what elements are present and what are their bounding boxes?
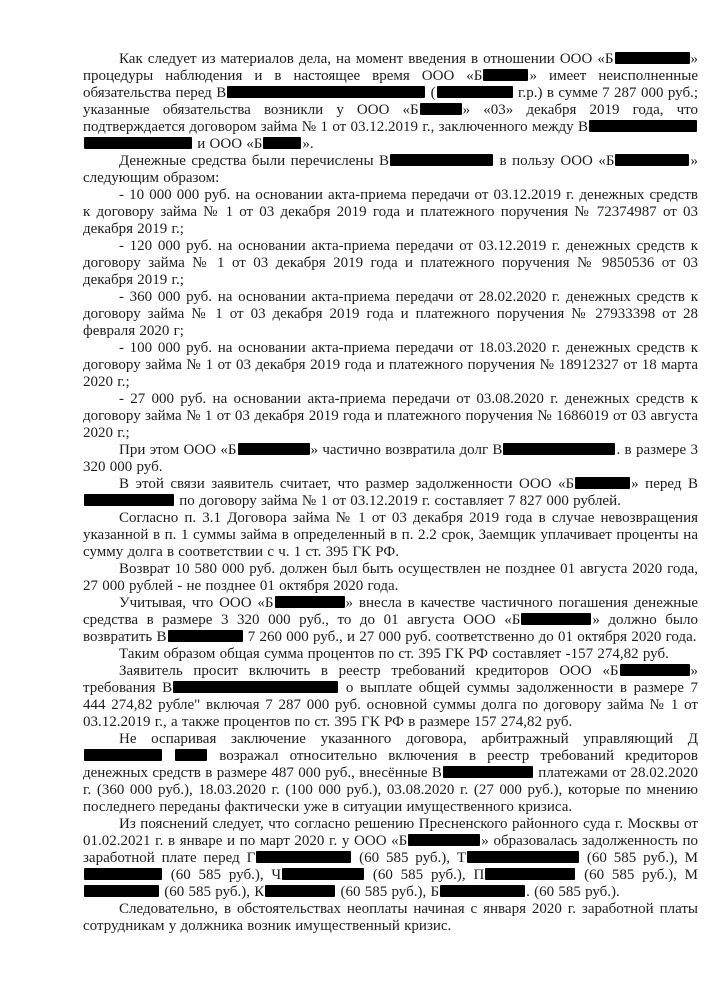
redaction-bar <box>390 154 493 166</box>
paragraph-11: Возврат 10 580 000 руб. должен был быть осуществлен не позднее 01 августа 2020 года, 27 000 рублей - не позднее 01 октября 2020 года. <box>83 561 698 594</box>
redaction-bar <box>175 749 207 761</box>
paragraph-16: Из пояснений следует, что согласно решению Пресненского районного суда г. Москвы от 01.02.2021 г. в январе и по март 2020 г. у ООО «Б » образовалась задолженность по заработной плате перед Г (60 585 руб.), Т (60 585 руб.), М (60 585 руб.), Ч (60 585 руб.), П (60 585 руб.), М (60 585 руб.), К (60 585 руб.), Б . (60 585 руб.). <box>83 816 699 900</box>
redaction-bar <box>420 103 462 115</box>
paragraph-14: Заявитель просит включить в реестр требований кредиторов ООО «Б » требования В о выплате общей суммы задолженности в размере 7 444 274,82 рубле" включая 7 287 000 руб. основной суммы долга по договору займа № 1 от 03.12.2019 г., а также процентов по ст. 395 ГК РФ в размере 157 274,82 руб. <box>83 663 698 730</box>
redaction-bar <box>485 868 575 880</box>
redaction-bar <box>238 443 310 455</box>
redaction-bar <box>575 477 630 489</box>
paragraph-9: В этой связи заявитель считает, что размер задолженности ООО «Б » перед В по договору займа № 1 от 03.12.2019 г. составляет 7 827 000 рублей. <box>83 476 698 510</box>
paragraph-10: Согласно п. 3.1 Договора займа № 1 от 03 декабря 2019 года в случае невозвращения указанной в п. 1 суммы займа в определенный в п. 2.2 срок, Заемщик уплачивает проценты на сумму долга в соответствии с ч. 1 ст. 395 ГК РФ. <box>83 510 698 560</box>
redaction-bar <box>282 868 364 880</box>
redaction-bar <box>263 137 301 149</box>
paragraph-4: - 120 000 руб. на основании акта-приема передачи от 03.12.2019 г. денежных средств к договору займа № 1 от 03 декабря 2019 года и платежного поручения № 9850536 от 03 декабря 2019 г.; <box>83 238 698 288</box>
paragraph-1: Как следует из материалов дела, на момент введения в отношении ООО «Б » процедуры наблюдения и в настоящее время ООО «Б » имеет неисполненные обязательства перед В ( г.р.) в сумме 7 287 000 руб.; указанные обязательства возникли у ООО «Б » «03» декабря 2019 года, что подтверждается договором займа № 1 от 03.12.2019 г., заключенного между В и ООО «Б ». <box>83 51 699 152</box>
redaction-bar <box>467 851 579 863</box>
redaction-bar <box>168 630 243 642</box>
paragraph-7: - 27 000 руб. на основании акта-приема передачи от 03.08.2020 г. денежных средств к договору займа № 1 от 03 декабря 2019 года и платежного поручения № 1686019 от 03 августа 2020 г.; <box>83 391 698 441</box>
redaction-bar <box>227 86 425 98</box>
redaction-bar <box>173 681 338 693</box>
paragraph-5: - 360 000 руб. на основании акта-приема передачи от 28.02.2020 г. денежных средств к договору займа № 1 от 03 декабря 2019 года и платежного поручения № 27933398 от 28 февраля 2020 г; <box>83 289 698 339</box>
redaction-bar <box>84 494 174 506</box>
redaction-bar <box>503 443 615 455</box>
paragraph-12: Учитывая, что ООО «Б » внесла в качестве частичного погашения денежные средства в размере 3 320 000 руб., то до 01 августа ООО «Б » должно было возвратить В 7 260 000 руб., и 27 000 руб. соответственно до 01 октября 2020 года. <box>83 595 698 645</box>
redaction-bar <box>615 52 690 64</box>
redaction-bar <box>615 154 689 166</box>
redaction-bar <box>443 766 533 778</box>
paragraph-15: Не оспаривая заключение указанного договора, арбитражный управляющий Д возражал относительно включения в реестр требований кредиторов денежных средств в размере 487 000 руб., внесённые В платежами от 28.02.2020 г. (360 000 руб.), 18.03.2020 г. (100 000 руб.), 03.08.2020 г. (27 000 руб.), которые по мнению последнего переданы фактически уже в ситуации имущественного кризиса. <box>83 731 698 815</box>
redaction-bar <box>440 885 525 897</box>
paragraph-8: При этом ООО «Б » частично возвратила долг В . в размере 3 320 000 руб. <box>83 442 698 475</box>
redaction-bar <box>589 120 697 132</box>
redaction-bar <box>84 749 162 761</box>
redaction-bar <box>620 664 690 676</box>
paragraph-3: - 10 000 000 руб. на основании акта-приема передачи от 03.12.2019 г. денежных средств к договору займа № 1 от 03 декабря 2019 года и платежного поручения № 72374987 от 03 декабря 2019 г.; <box>83 187 698 237</box>
redaction-bar <box>84 868 162 880</box>
paragraph-13: Таким образом общая сумма процентов по ст. 395 ГК РФ составляет -157 274,82 руб. <box>119 646 669 662</box>
document-text <box>83 51 698 935</box>
paragraph-6: - 100 000 руб. на основании акта-приема передачи от 18.03.2020 г. денежных средств к договору займа № 1 от 03 декабря 2019 года и платежного поручения № 18912327 от 18 марта 2020 г.; <box>83 340 698 390</box>
redaction-bar <box>275 596 345 608</box>
redaction-bar <box>84 137 192 149</box>
paragraph-17: Следовательно, в обстоятельствах неоплаты начиная с января 2020 г. заработной платы сотрудникам у должника возник имущественный кризис. <box>83 901 698 934</box>
redaction-bar <box>256 851 351 863</box>
redaction-bar <box>483 69 528 81</box>
redaction-bar <box>437 86 513 98</box>
redaction-bar <box>521 613 591 625</box>
redaction-bar <box>265 885 335 897</box>
paragraph-2: Денежные средства были перечислены В в пользу ООО «Б » следующим образом: <box>83 153 698 186</box>
redaction-bar <box>84 885 159 897</box>
redaction-bar <box>408 834 480 846</box>
